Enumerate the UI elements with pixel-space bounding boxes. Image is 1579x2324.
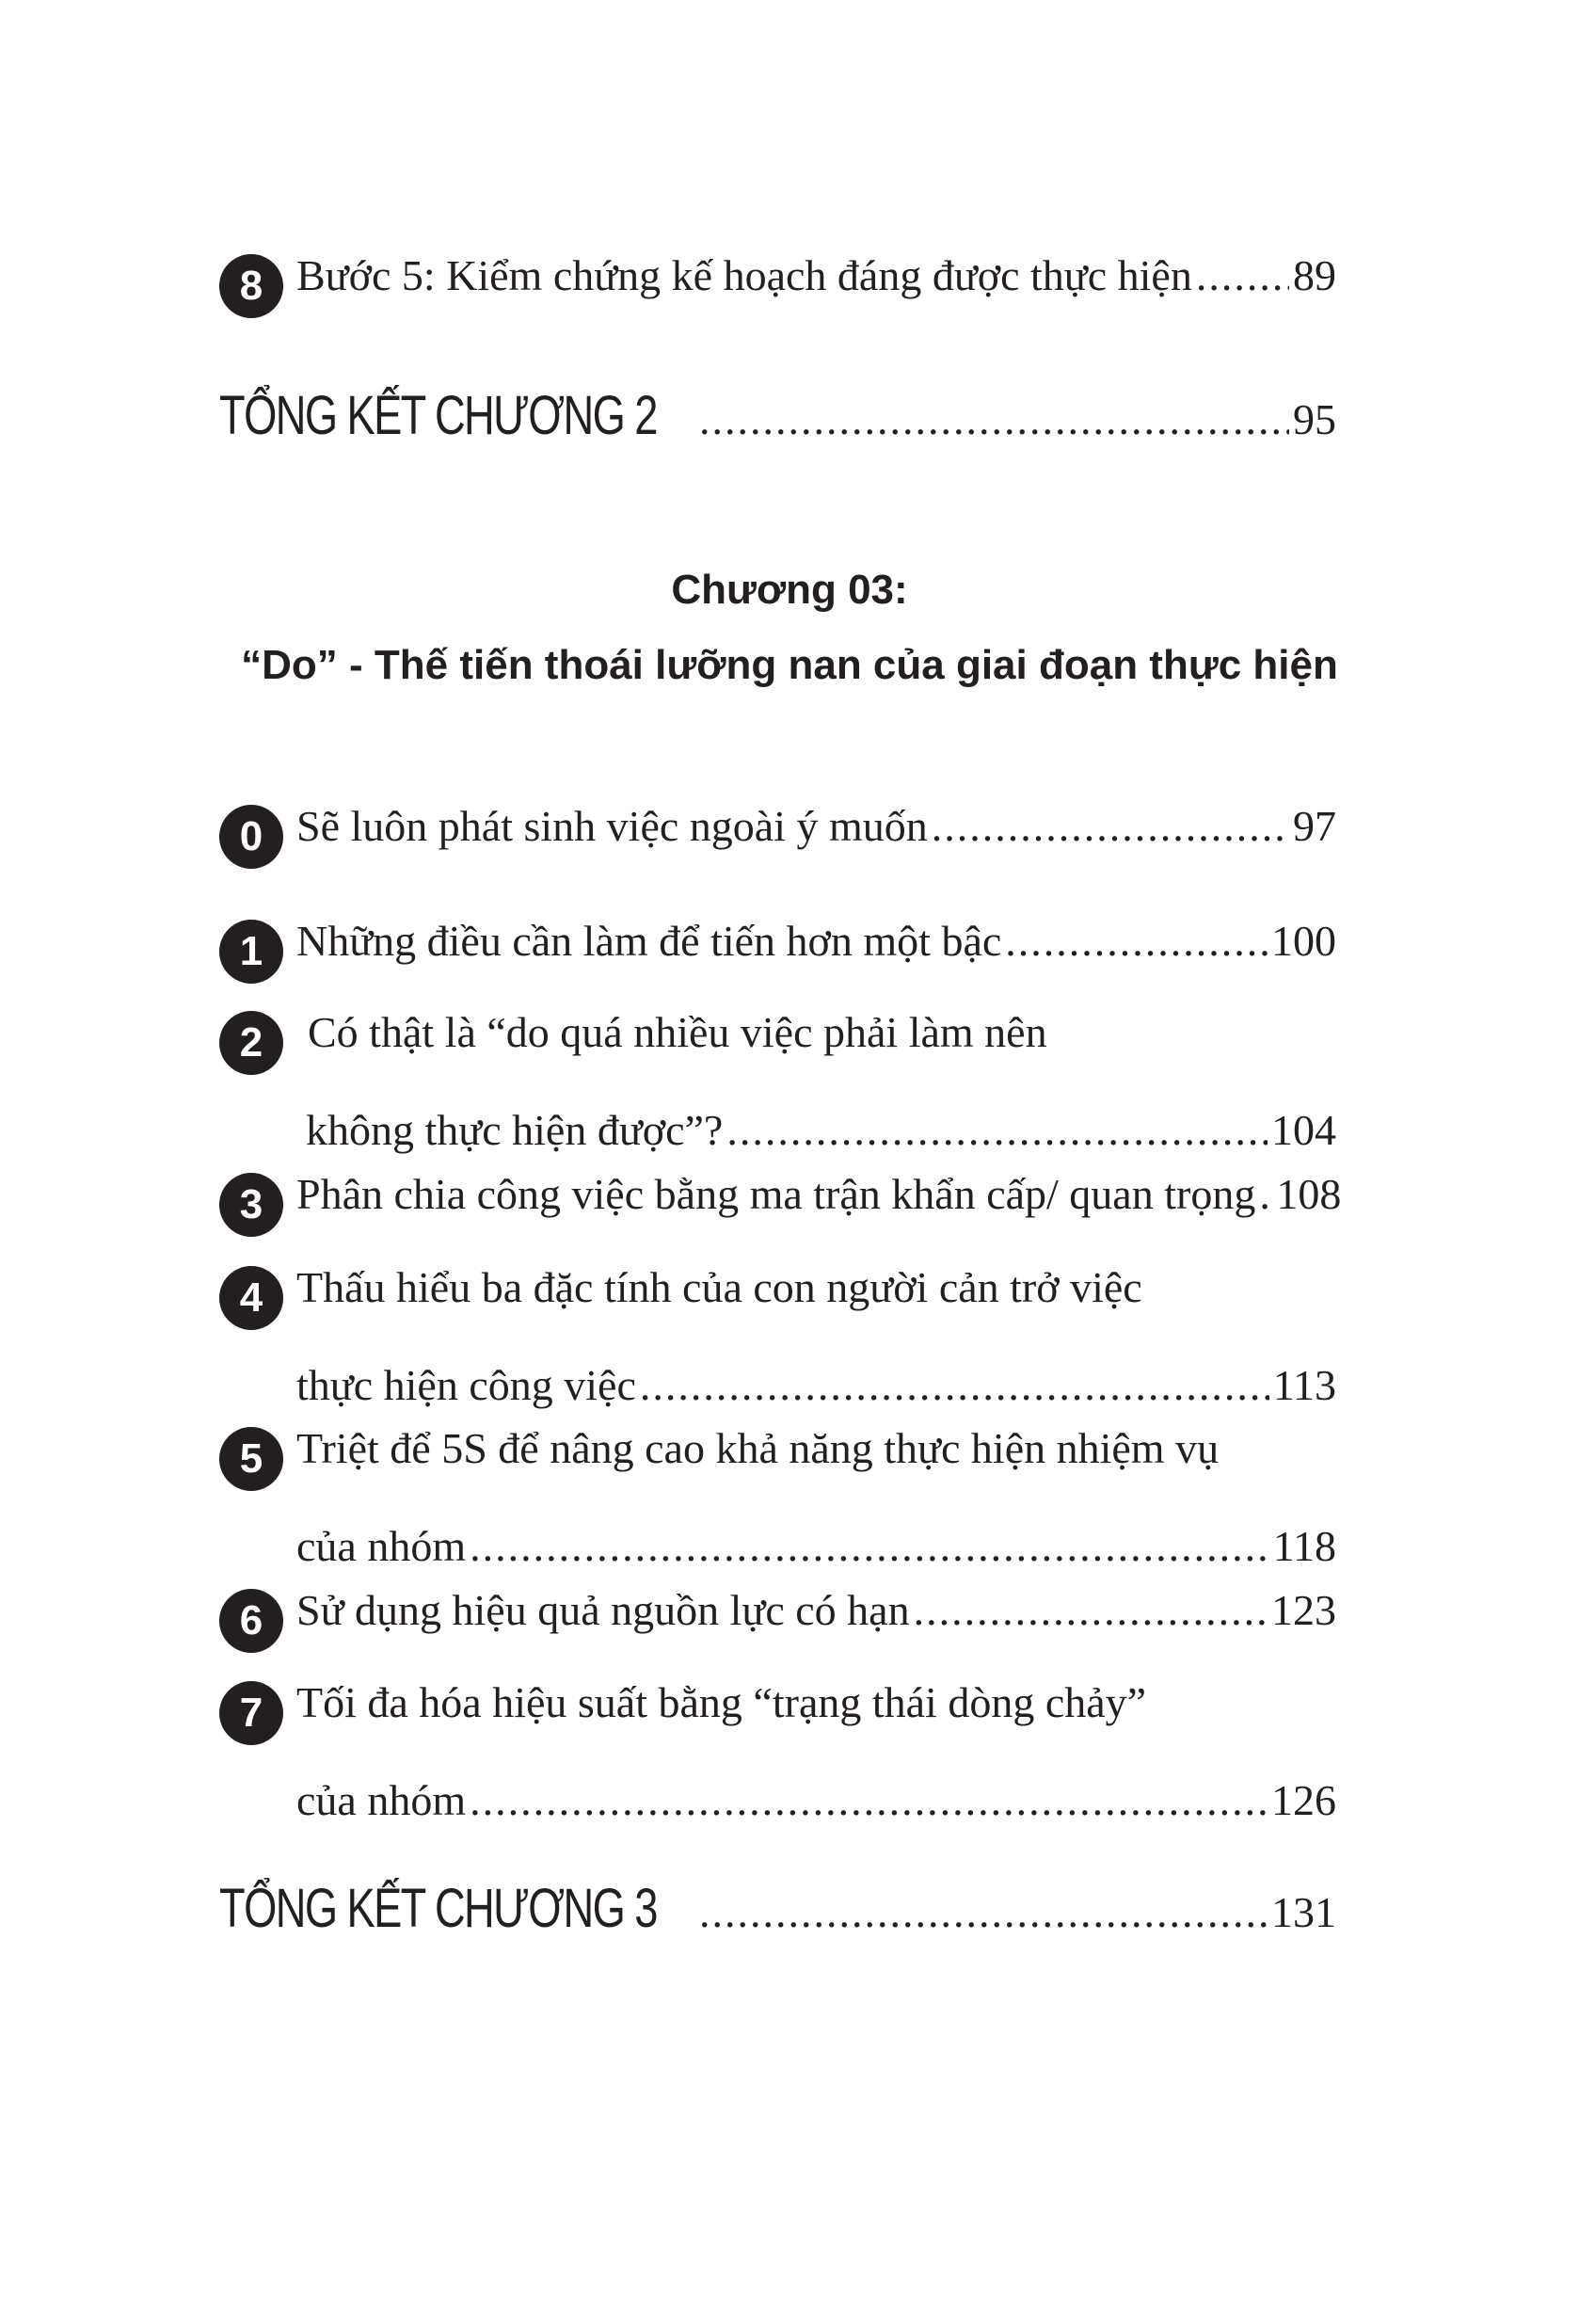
toc-entry-5[interactable] [219,1424,1336,1570]
toc-entry-1[interactable] [219,917,1336,984]
leader-dots [699,394,1289,444]
entry-title: Bước 5: Kiểm chứng kế hoạch đáng được thực hiện [296,251,1192,299]
number-badge: 3 [219,1173,283,1237]
entry-title: Sử dụng hiệu quả nguồn lực có hạn [296,1586,910,1634]
chapter-title: “Do” - Thế tiến thoái lưỡng nan của giai đoạn thực hiện [241,642,1338,688]
number-badge: 5 [219,1427,283,1491]
page-number: 118 [1272,1522,1336,1570]
page-number: 113 [1272,1361,1336,1409]
leader-dots [470,1779,1268,1822]
page-number: 104 [1271,1106,1336,1154]
page-number: 123 [1271,1586,1336,1634]
leader-dots [1005,920,1268,963]
summary-chapter-3[interactable] [219,1877,1336,1940]
entry-title: Sẽ luôn phát sinh việc ngoài ý muốn [296,802,928,850]
entry-title: Có thật là “do quá nhiều việc phải làm nên [308,1008,1047,1056]
toc-entry-3[interactable] [219,1170,1342,1237]
toc-entry-6[interactable] [219,1586,1336,1653]
page-number: 108 [1276,1170,1342,1218]
page-number: 126 [1271,1776,1336,1824]
number-badge: 7 [219,1681,283,1745]
number-badge: 4 [219,1266,283,1330]
toc-entry-4[interactable] [219,1263,1336,1409]
page-number: 100 [1271,917,1336,965]
toc-entry-7[interactable] [219,1678,1336,1824]
entry-title: Thấu hiểu ba đặc tính của con người cản trở việc [296,1263,1142,1311]
number-badge: 1 [219,920,283,984]
number-badge: 6 [219,1589,283,1653]
toc-entry-0[interactable] [219,802,1336,869]
page-number: 131 [1271,1888,1336,1936]
leader-dots [470,1525,1269,1568]
number-badge: 8 [219,254,283,318]
entry-title-continued: của nhóm [296,1522,467,1570]
toc-entry-2[interactable] [219,1008,1336,1154]
toc-entry-8[interactable] [219,251,1336,318]
page-number: 89 [1293,251,1336,299]
summary-title: TỔNG KẾT CHƯƠNG 2 [219,385,657,446]
number-badge: 2 [219,1011,283,1075]
summary-chapter-2[interactable] [219,384,1336,447]
summary-title: TỔNG KẾT CHƯƠNG 3 [219,1878,657,1939]
entry-title: Triệt để 5S để nâng cao khả năng thực hiện nhiệm vụ [296,1424,1220,1472]
entry-title: Những điều cần làm để tiến hơn một bậc [296,917,1002,965]
entry-title-continued: thực hiện công việc [296,1361,636,1409]
leader-dots [726,1109,1268,1152]
entry-title-continued: của nhóm [296,1776,467,1824]
leader-space [1259,1173,1272,1216]
entry-title-continued: không thực hiện được”? [306,1106,724,1154]
page-number: 95 [1293,395,1336,443]
leader-dots [699,1887,1268,1937]
entry-title: Tối đa hóa hiệu suất bằng “trạng thái dòng chảy” [296,1678,1147,1726]
leader-dots [640,1364,1269,1407]
number-badge: 0 [219,805,283,869]
leader-dots [914,1589,1268,1632]
chapter-label: Chương 03: [671,567,908,613]
leader-dots [932,805,1289,848]
page-number: 97 [1293,802,1336,850]
entry-title: Phân chia công việc bằng ma trận khẩn cấp/ quan trọng [296,1170,1256,1218]
leader-dots [1196,254,1289,297]
